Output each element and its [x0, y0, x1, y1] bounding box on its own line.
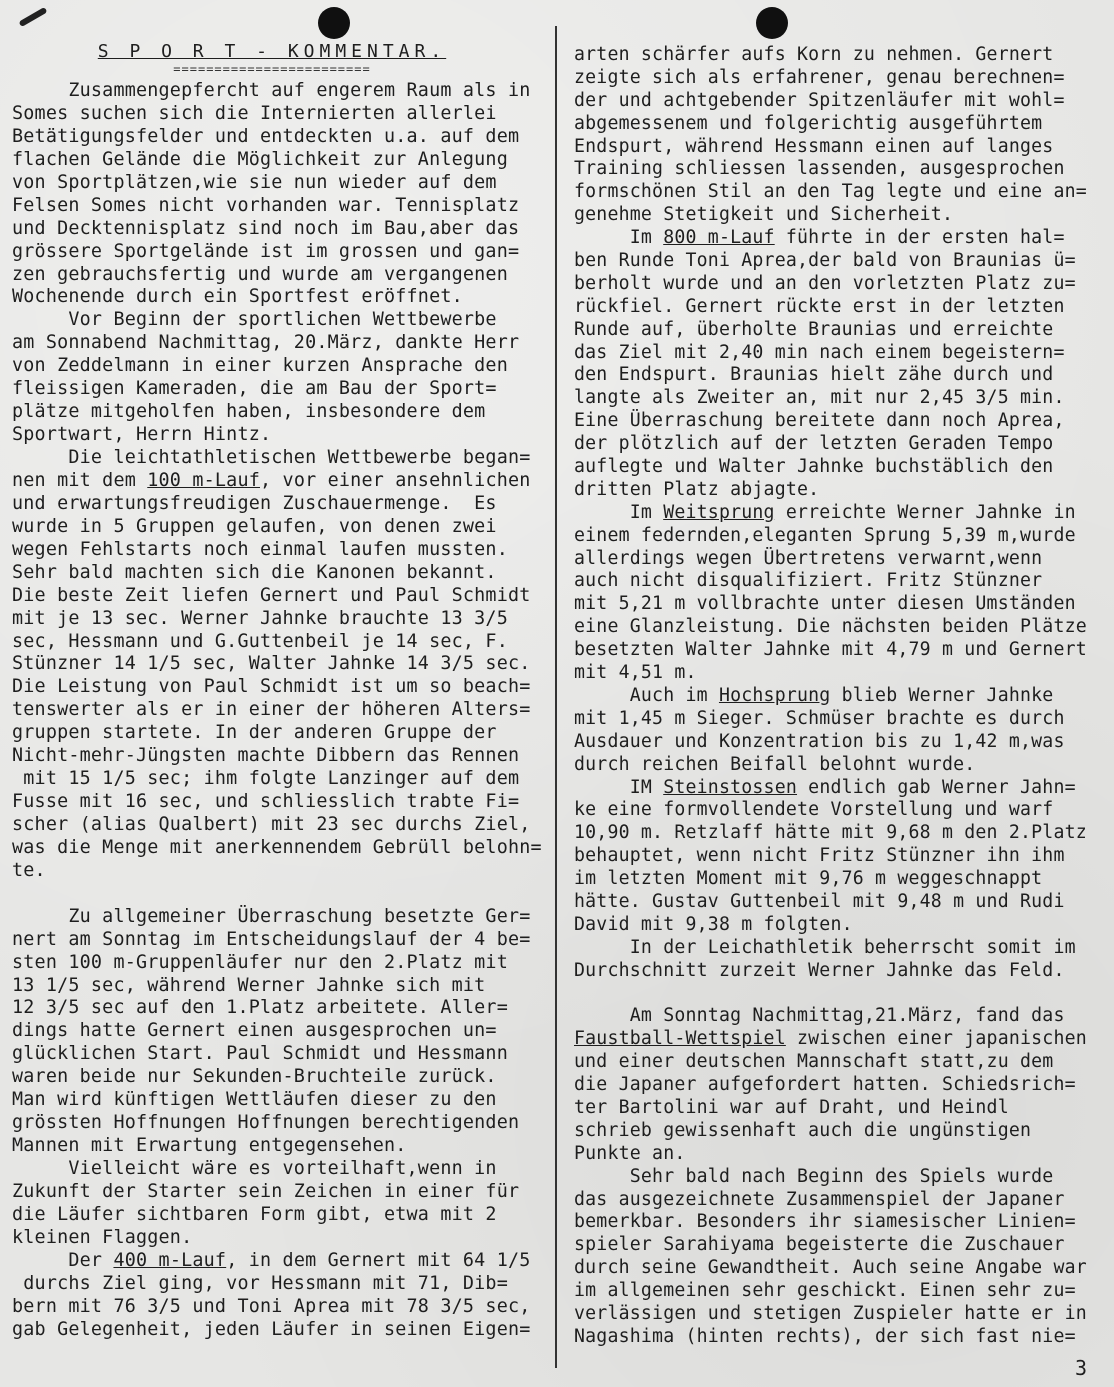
text-line: was die Menge mit anerkennendem Gebrüll belohn=	[12, 836, 542, 858]
underlined-event-name: Weitsprung	[663, 501, 775, 523]
text-line: Sportwart, Herrn Hintz.	[12, 424, 272, 446]
text-line: Training schliessen lassenden, ausgesprochen	[574, 158, 1065, 180]
page-title-text: S P O R T - KOMMENTAR.	[97, 41, 447, 62]
page-number: 3	[1075, 1356, 1088, 1380]
text-line: besetzten Walter Jahnke mit 4,79 m und Gernert	[574, 639, 1087, 661]
text-line	[574, 227, 1102, 250]
text-line: mit 4,51 m.	[574, 662, 697, 684]
underlined-event-name: Steinstossen	[663, 776, 798, 798]
text-line: Man wird künftigen Wettläufen dieser zu den	[12, 1089, 497, 1111]
text-line: und erwartungsfreudigen Zuschauermenge. Es	[12, 492, 497, 514]
text-line: Am Sonntag Nachmittag,21.März, fand das	[574, 1005, 1065, 1027]
text-line: Somes suchen sich die Internierten allerlei	[12, 102, 497, 124]
text-line: wegen Fehlstarts noch einmal laufen mussten.	[12, 538, 508, 560]
text-line: genehme Stetigkeit und Sicherheit.	[574, 204, 954, 226]
text-line: tenswerter als er in einer der höheren Alters=	[12, 699, 531, 721]
paragraph-gap	[12, 883, 552, 906]
page-title	[0, 40, 552, 64]
text-line: Runde auf, überholte Braunias und erreichte	[574, 318, 1054, 340]
text-line: zen gebrauchsfertig und wurde am vergangenen	[12, 263, 508, 285]
text-line: dritten Platz abjagte.	[574, 478, 820, 500]
text-line: Betätigungsfelder und entdeckten u.a. auf dem	[12, 125, 520, 147]
pen-mark	[19, 7, 48, 27]
text-line: Eine Überraschung bereitete dann noch Aprea,	[574, 410, 1065, 432]
text-line: Vielleicht wäre es vorteilhaft,wenn in	[12, 1158, 497, 1180]
text-segment: blieb Werner Jahnke	[830, 684, 1054, 706]
right-column-text	[574, 44, 1102, 1349]
text-segment: führte in der ersten hal=	[774, 227, 1065, 249]
text-line: und Decktennisplatz sind noch im Bau,aber das	[12, 217, 520, 239]
text-line: 13 1/5 sec, während Werner Jahnke sich mit	[12, 974, 486, 996]
text-line: ter Bartolini war auf Draht, und Heindl	[574, 1096, 1009, 1118]
text-line: Wochenende durch ein Sportfest eröffnet.	[12, 286, 463, 308]
text-segment: erreichte Werner Jahnke in	[774, 501, 1076, 523]
text-line	[574, 1028, 1102, 1051]
text-line: von Sportplätzen,wie sie nun wieder auf dem	[12, 171, 497, 193]
text-line: formschönen Stil an den Tag legte und eine an=	[574, 181, 1087, 203]
text-line: Sehr bald machten sich die Kanonen bekannt.	[12, 561, 497, 583]
text-line: grössere Sportgelände ist im grossen und gan=	[12, 240, 520, 262]
text-line: im allgemeinen sehr geschickt. Einen sehr zu=	[574, 1280, 1076, 1302]
text-segment: Auch im	[574, 684, 719, 706]
text-line: David mit 9,38 m folgten.	[574, 913, 853, 935]
text-line: durchs Ziel ging, vor Hessmann mit 71, Dib=	[12, 1272, 508, 1294]
text-line: sec, Hessmann und G.Guttenbeil je 14 sec, F.	[12, 630, 508, 652]
text-line: auflegte und Walter Jahnke buchstäblich den	[574, 456, 1054, 478]
text-line: Zu allgemeiner Überraschung besetzte Ger=	[12, 905, 531, 927]
paragraph-gap	[574, 983, 1102, 1006]
text-line: spieler Sarahiyama begeisterte die Zuschauer	[574, 1234, 1065, 1256]
text-line: hätte. Gustav Guttenbeil mit 9,48 m und Rudi	[574, 890, 1065, 912]
text-line	[12, 1250, 552, 1273]
text-line: das ausgezeichnete Zusammenspiel der Japaner	[574, 1188, 1065, 1210]
text-line: Sehr bald nach Beginn des Spiels wurde	[574, 1165, 1054, 1187]
text-line: bern mit 76 3/5 und Toni Aprea mit 78 3/5 sec,	[12, 1295, 531, 1317]
text-segment: nen mit dem	[12, 469, 148, 491]
text-line: ke eine formvollendete Vorstellung und warf	[574, 799, 1054, 821]
text-line: mit 15 1/5 sec; ihm folgte Lanzinger auf dem	[12, 768, 520, 790]
text-line: auch nicht disqualifiziert. Fritz Stünzner	[574, 570, 1043, 592]
title-underline-rule: ========================	[173, 64, 371, 76]
text-line: Stünzner 14 1/5 sec, Walter Jahnke 14 3/5 sec.	[12, 653, 531, 675]
text-line: Endspurt, während Hessmann einen auf langes	[574, 135, 1054, 157]
text-line: Nagashima (hinten rechts), der sich fast nie=	[574, 1325, 1076, 1347]
text-line: wurde in 5 Gruppen gelaufen, von denen zwei	[12, 515, 497, 537]
text-line: flachen Gelände die Möglichkeit zur Anlegung	[12, 148, 508, 170]
text-line: mit 5,21 m vollbrachte unter diesen Umständen	[574, 593, 1076, 615]
text-line: behauptet, wenn nicht Fritz Stünzner ihn ihm	[574, 845, 1065, 867]
text-line: bemerkbar. Besonders ihr siamesischer Linien=	[574, 1211, 1076, 1233]
underlined-event-name: 400 m-Lauf	[113, 1249, 227, 1271]
text-line: 12 3/5 sec auf den 1.Platz arbeitete. Aller=	[12, 997, 508, 1019]
text-segment: Im	[574, 227, 664, 249]
text-segment: Im	[574, 501, 664, 523]
text-line: die Läufer sichtbaren Form gibt, etwa mit 2	[12, 1203, 497, 1225]
punch-hole-right	[756, 7, 788, 39]
text-line: und einer deutschen Mannschaft statt,zu dem	[574, 1051, 1054, 1073]
text-line: Die leichtathletischen Wettbewerbe began=	[12, 447, 531, 468]
text-line: te.	[12, 859, 46, 881]
text-line: Nicht-mehr-Jüngsten machte Dibbern das Rennen	[12, 745, 520, 767]
text-line: durch seine Gewandtheit. Auch seine Angabe war	[574, 1257, 1087, 1279]
text-line: Durchschnitt zurzeit Werner Jahnke das Feld.	[574, 959, 1065, 981]
column-divider	[555, 26, 557, 1368]
text-line: schrieb gewissenhaft auch die ungünstigen	[574, 1119, 1032, 1141]
text-segment: IM	[574, 776, 664, 798]
text-line: In der Leichathletik beherrscht somit im	[574, 936, 1076, 958]
text-line: Die beste Zeit liefen Gernert und Paul Schmidt	[12, 584, 531, 606]
text-line: am Sonnabend Nachmittag, 20.März, dankte Herr	[12, 332, 520, 354]
text-line: das Ziel mit 2,40 min nach einem begeistern=	[574, 341, 1065, 363]
underlined-event-name: Faustball-Wettspiel	[574, 1028, 786, 1050]
text-line	[12, 470, 552, 493]
punch-hole-left	[318, 7, 350, 39]
text-line: abgemessenem und folgerichtig ausgeführtem	[574, 112, 1043, 134]
text-segment: Der	[12, 1249, 114, 1271]
text-line: Ausdauer und Konzentration bis zu 1,42 m,was	[574, 730, 1065, 752]
underlined-event-name: 800 m-Lauf	[663, 227, 775, 249]
text-line: allerdings wegen Übertretens verwarnt,wenn	[574, 547, 1043, 569]
text-line: eine Glanzleistung. Die nächsten beiden Plätze	[574, 616, 1087, 638]
text-line: arten schärfer aufs Korn zu nehmen. Gernert	[574, 44, 1054, 65]
text-line: waren beide nur Sekunden-Bruchteile zurück.	[12, 1066, 497, 1088]
text-segment: zwischen einer japanischen	[785, 1028, 1087, 1050]
text-line: den Endspurt. Braunias hielt zähe durch und	[574, 364, 1054, 386]
text-line: fleissigen Kameraden, die am Bau der Sport=	[12, 378, 497, 400]
text-line: plätze mitgeholfen haben, insbesondere dem	[12, 401, 486, 423]
text-line	[574, 502, 1102, 525]
text-line: Die Leistung von Paul Schmidt ist um so beach=	[12, 676, 531, 698]
text-line: ben Runde Toni Aprea,der bald von Braunias ü=	[574, 250, 1076, 272]
text-line: Punkte an.	[574, 1142, 686, 1164]
text-line: nert am Sonntag im Entscheidungslauf der 4 be=	[12, 928, 531, 950]
text-line: der plötzlich auf der letzten Geraden Tempo	[574, 433, 1054, 455]
text-line: scher (alias Qualbert) mit 23 sec durchs Ziel,	[12, 814, 531, 835]
text-line: grössten Hoffnungen Hoffnungen berechtigenden	[12, 1112, 520, 1134]
left-column-text	[12, 80, 552, 1342]
text-line: Zukunft der Starter sein Zeichen in einer für	[12, 1180, 520, 1202]
text-line: dings hatte Gernert einen ausgesprochen un=	[12, 1020, 497, 1042]
text-line: rückfiel. Gernert rückte erst in der letzten	[574, 295, 1065, 317]
text-line: kleinen Flaggen.	[12, 1226, 193, 1248]
text-line: gruppen startete. In der anderen Gruppe der	[12, 722, 497, 744]
text-line: von Zeddelmann in einer kurzen Ansprache den	[12, 355, 508, 377]
text-line: der und achtgebender Spitzenläufer mit wohl=	[574, 89, 1065, 111]
text-line: langte als Zweiter an, mit nur 2,45 3/5 min.	[574, 387, 1065, 409]
text-line: im letzten Moment mit 9,76 m weggeschnappt	[574, 868, 1043, 890]
text-line: verlässigen und stetigen Zuspieler hatte er in	[574, 1302, 1087, 1324]
text-line: Zusammengepfercht auf engerem Raum als in	[12, 80, 531, 101]
left-column	[12, 40, 552, 1342]
text-line: mit je 13 sec. Werner Jahnke brauchte 13 3/5	[12, 607, 508, 629]
text-line: gab Gelegenheit, jeden Läufer in seinen Eigen=	[12, 1318, 531, 1340]
text-line: die Japaner aufgefordert hatten. Schiedsrich=	[574, 1074, 1076, 1096]
text-line: Felsen Somes nicht vorhanden war. Tennisplatz	[12, 194, 520, 216]
text-line	[574, 777, 1102, 800]
text-line: einem federnden,eleganten Sprung 5,39 m,wurde	[574, 524, 1076, 546]
text-segment: endlich gab Werner Jahn=	[797, 776, 1076, 798]
underlined-event-name: Hochsprung	[718, 684, 831, 706]
text-line: berholt wurde und an den vorletzten Platz zu=	[574, 272, 1076, 294]
text-segment: , vor einer ansehnlichen	[260, 469, 531, 491]
text-line: Mannen mit Erwartung entgegensehen.	[12, 1135, 407, 1157]
text-line	[574, 685, 1102, 708]
text-line: zeigte sich als erfahrener, genau berechnen=	[574, 66, 1065, 88]
right-column	[574, 44, 1102, 1349]
text-line: Fusse mit 16 sec, und schliesslich trabte Fi=	[12, 791, 520, 813]
text-line: glücklichen Start. Paul Schmidt und Hessmann	[12, 1043, 508, 1065]
text-line: durch reichen Beifall belohnt wurde.	[574, 753, 976, 775]
text-segment: , in dem Gernert mit 64 1/5	[226, 1249, 531, 1271]
underlined-event-name: 100 m-Lauf	[147, 469, 260, 491]
text-line: Vor Beginn der sportlichen Wettbewerbe	[12, 309, 497, 331]
text-line: 10,90 m. Retzlaff hätte mit 9,68 m den 2.Platz	[574, 822, 1087, 844]
text-line: mit 1,45 m Sieger. Schmüser brachte es durch	[574, 707, 1065, 729]
text-line: sten 100 m-Gruppenläufer nur den 2.Platz mit	[12, 951, 508, 973]
